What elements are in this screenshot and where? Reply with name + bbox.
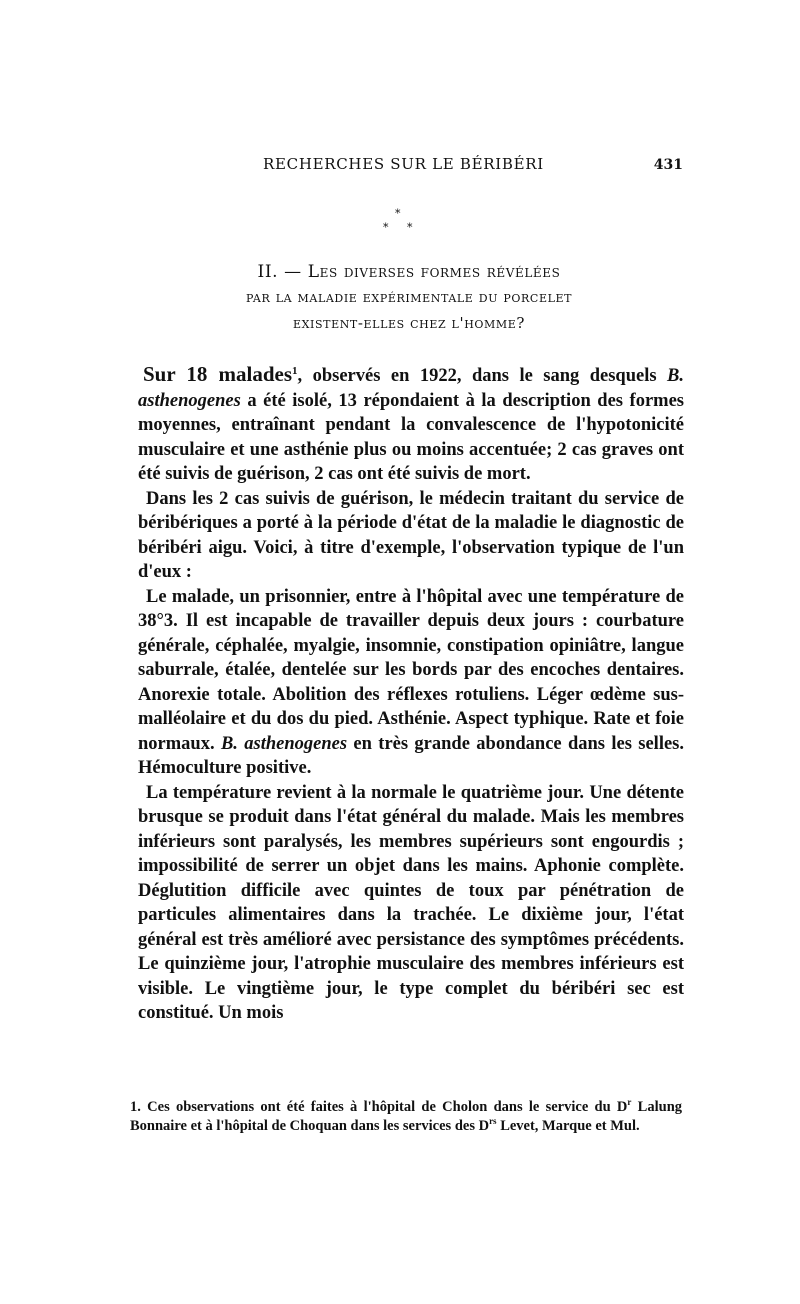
asterisk-icon: * [383, 221, 389, 234]
footnote-marker: 1 [292, 364, 298, 377]
section-heading-line-2: par la maladie expérimentale du porcelet [245, 288, 573, 306]
page-header [135, 155, 683, 179]
asterisk-icon: * [407, 221, 413, 234]
page-number: 431 [653, 157, 683, 173]
footnote-number: 1. [130, 1099, 141, 1115]
paragraph-text: , observés en 1922, dans le sang desquels [297, 366, 657, 386]
species-name: B. asthenogenes [220, 733, 348, 754]
footnote [130, 1098, 682, 1136]
footnote-superscript: rs [489, 1116, 497, 1127]
paragraph-text: en très grande abondance dans les selles. Hémoculture positive. [138, 733, 684, 778]
footnote-text: Lalung Bonnaire et à l'hôpital de Choquan dans les services des D [130, 1099, 683, 1134]
asterism-ornament [378, 208, 418, 242]
paragraph-text: Le malade, un prisonnier, entre à l'hôpital avec une température de 38°3. Il est incapable de travailler depuis deux jours : courbature générale, céphalée, myalgie, insomnie, constipation opiniâtre, langue saburrale, étalée, dentelée sur les bords par des encoches dentaires. Anorexie totale. Abolition des réflexes rotuliens. Léger œdème sus-malléolaire et du dos du pied. Asthénie. Aspect typhique. Rate et foie normaux. [138, 586, 684, 754]
running-title: RECHERCHES SUR LE BÉRIBÉRI [263, 155, 544, 173]
paragraph-1 [138, 362, 684, 487]
footnote-text: Levet, Marque et Mul. [496, 1118, 640, 1134]
footnote-text: Ces observations ont été faites à l'hôpital de Cholon dans le service du D [147, 1099, 628, 1115]
paragraph-3 [138, 585, 684, 781]
paragraph-lead: Sur 18 malades [143, 362, 292, 386]
footnote-superscript: r [627, 1097, 632, 1108]
section-heading-line-3: existent-elles chez l'homme? [293, 314, 525, 332]
section-heading-line-1: II. — Les diverses formes révélées [257, 262, 561, 282]
paragraph-4: La température revient à la normale le quatrième jour. Une détente brusque se produit dans l'état général du malade. Mais les membres inférieurs sont paralysés, les membres supérieurs sont engourdis ; impossibilité de serrer un objet dans les mains. Aphonie complète. Déglutition difficile avec quintes de toux par pénétration de particules alimentaires dans la trachée. Le dixième jour, l'état général est très amélioré avec persistance des symptômes précédents. Le quinzième jour, l'atrophie musculaire des membres inférieurs est visible. Le vingtième jour, le type complet du béribéri sec est constitué. Un mois [138, 782, 684, 1023]
body-text [138, 362, 684, 1026]
species-name: B. asthenogenes [138, 366, 685, 411]
asterisk-icon: * [395, 207, 401, 220]
paragraph-2: Dans les 2 cas suivis de guérison, le médecin traitant du service de béribériques a porté à la période d'état de la maladie le diagnostic de béribéri aigu. Voici, à titre d'exemple, l'observation typique de l'un d'eux : [138, 488, 684, 582]
paragraph-text: a été isolé, 13 répondaient à la description des formes moyennes, entraînant pendant la convalescence de l'hypotonicité musculaire et une asthénie plus ou moins accentuée; 2 cas graves ont été suivis de guérison, 2 cas ont été suivis de mort. [138, 390, 684, 484]
